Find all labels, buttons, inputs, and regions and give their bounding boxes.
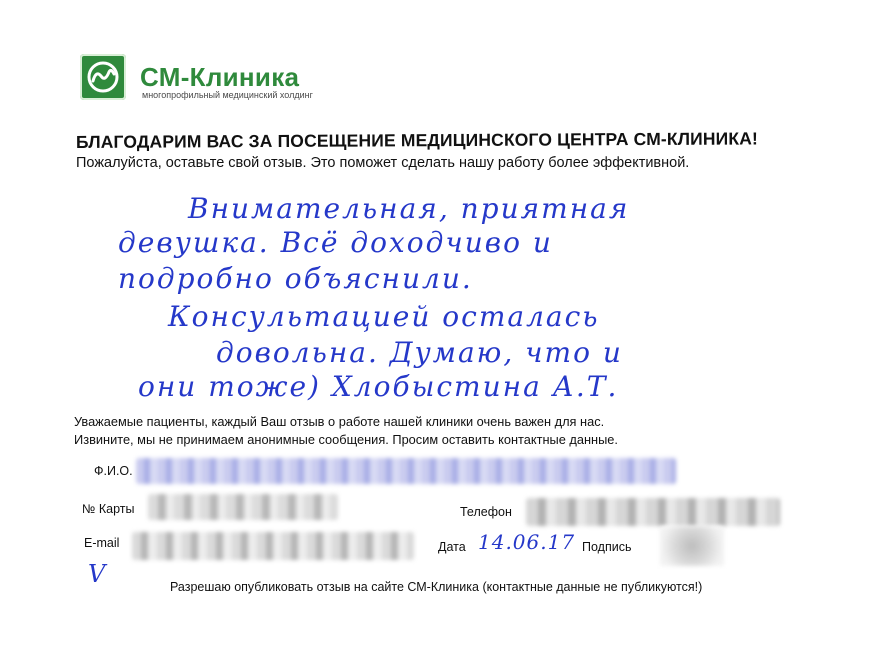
consent-check-mark: V (88, 560, 106, 588)
review-line-1: Внимательная, приятная (188, 192, 630, 225)
consent-text: Разрешаю опубликовать отзыв на сайте СМ-Клиника (контактные данные не публикуются!) (170, 580, 703, 594)
review-line-3: подробно объяснили. (118, 262, 473, 295)
notice-line-2: Извините, мы не принимаем анонимные сообщения. Просим оставить контактные данные. (74, 432, 618, 447)
clinic-logo-icon (80, 54, 126, 100)
email-label: E-mail (84, 536, 120, 550)
signature-label: Подпись (582, 540, 632, 554)
fio-label: Ф.И.О. (94, 464, 133, 478)
review-line-2: девушка. Всё доходчиво и (118, 226, 553, 259)
page-title: БЛАГОДАРИМ ВАС ЗА ПОСЕЩЕНИЕ МЕДИЦИНСКОГО ЦЕНТРА СМ-КЛИНИКА! (75, 128, 759, 152)
review-line-6: они тоже) Хлобыстина А.Т. (138, 370, 619, 403)
logo-title: СМ-Клиника (140, 62, 300, 92)
phone-redacted (526, 498, 780, 526)
card-label: № Карты (82, 502, 135, 516)
card-number-redacted (148, 494, 338, 520)
fio-redacted (136, 458, 676, 484)
phone-label: Телефон (460, 505, 512, 519)
page-subtitle: Пожалуйста, оставьте свой отзыв. Это поможет сделать нашу работу более эффективной. (76, 155, 690, 171)
signature-redacted (660, 526, 724, 566)
email-redacted (132, 532, 414, 560)
logo-subtitle: многопрофильный медицинский холдинг (142, 90, 313, 100)
notice-line-1: Уважаемые пациенты, каждый Ваш отзыв о работе нашей клиники очень важен для нас. (74, 414, 605, 429)
date-value: 14.06.17 (478, 530, 576, 554)
date-label: Дата (438, 540, 466, 554)
review-line-4: Консультацией осталась (168, 300, 600, 333)
review-line-5: довольна. Думаю, что и (216, 336, 623, 369)
